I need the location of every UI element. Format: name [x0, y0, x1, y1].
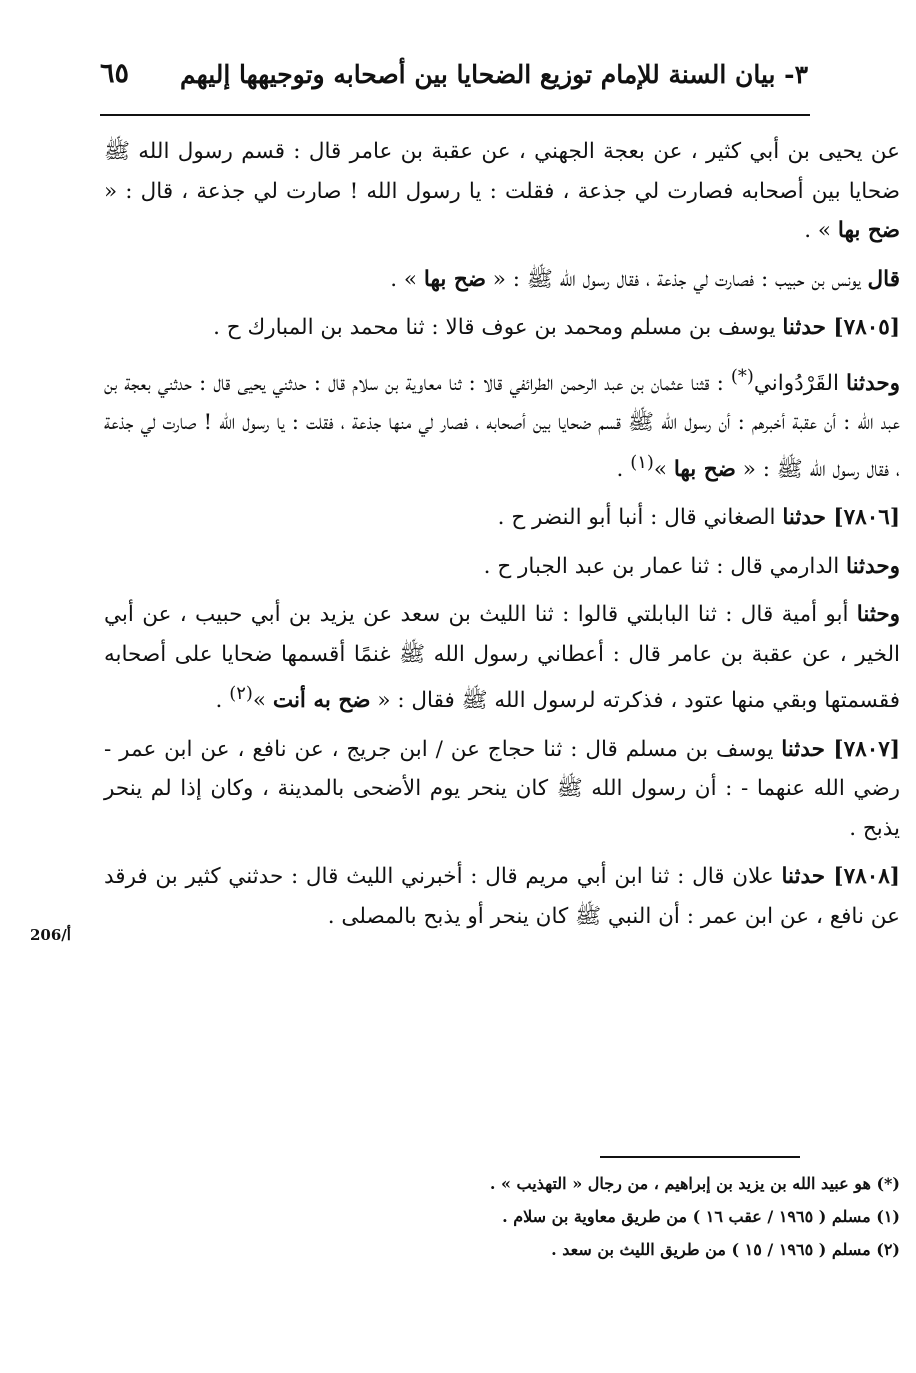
text-run: أبو أمية قال : ثنا البابلتي قالوا : ثنا الليث بن سعد عن يزيد بن أبي حبيب ، عن أبي الخير ، عن عقبة بن عامر قال : أعطاني رسول الله ﷺ غنمًا أقسمها ضحايا على أصحابه فقسمتها وبقي منها عتود ، فذكرته لرسول الله ﷺ فقال : « — [104, 602, 900, 714]
footnotes — [104, 1167, 900, 1266]
text-run: علان قال : ثنا ابن أبي مريم قال : أخبرني الليث قال : حدثني كثير بن فرقد عن نافع ، عن ابن عمر : أن النبي ﷺ كان ينحر أو يذبح بالمصلى . — [104, 864, 900, 929]
bold-text-run: حدثنا — [782, 505, 826, 531]
bold-text-run: ضح بها — [423, 266, 486, 292]
paragraph — [104, 357, 900, 490]
footnote-marker: (*) — [730, 365, 754, 387]
text-run: » — [252, 688, 273, 714]
paragraph — [104, 498, 900, 538]
bold-text-run: [٧٨٠٧] — [824, 736, 900, 762]
text-run: يوسف بن مسلم قال : ثنا حجاج عن / ابن جريج ، عن نافع ، عن ابن عمر - رضي الله عنهما - : أن رسول الله ﷺ كان ينحر يوم الأضحى بالمدينة ، وكان إذا لم ينحر يذبح . — [104, 736, 900, 841]
header-title: ٣- بيان السنة للإمام توزيع الضحايا بين أصحابه وتوجيهها إليهم — [180, 60, 808, 89]
text-run: الدارمي قال : ثنا عمار بن عبد الجبار ح . — [483, 553, 847, 579]
text-run: . — [616, 456, 631, 482]
bold-text-run: ضح به أنت — [272, 688, 371, 714]
text-run: الصغاني قال : أنبا أبو النضر ح . — [497, 505, 783, 531]
text-run: . — [215, 688, 230, 714]
footnote-marker: (٢) — [229, 683, 253, 705]
text-run: : قثنا عثمان بن عبد الرحمن الطرائفي قالا : ثنا معاوية بن سلام قال : حدثني يحيى قال : حدثني بعجة بن عبد الله : أن عقبة أخبرهم : أن رسول الله ﷺ قسم ضحايا بين أصحابه ، فصار لي منها جذعة ، فقلت : يا رسول الله ! صارت لي جذعة ، فقال رسول الله ﷺ : « — [104, 370, 900, 482]
text-run: يونس بن حبيب : فصارت لي جذعة ، فقال رسول الله ﷺ : « — [485, 266, 868, 292]
running-header — [100, 56, 808, 100]
text-run: » . — [804, 218, 838, 243]
bold-text-run: [٧٨٠٦] — [825, 505, 900, 531]
paragraph — [104, 547, 900, 587]
footnote-divider — [600, 1156, 800, 1158]
manuscript-folio-note: 206/أ — [30, 926, 71, 944]
bold-text-run: حدثنا — [781, 736, 825, 762]
bold-text-run: وحدثنا — [846, 370, 900, 396]
paragraph — [104, 308, 900, 348]
bold-text-run: قال — [867, 266, 900, 292]
text-run: القَرْدُواني — [753, 370, 847, 396]
paragraph — [104, 595, 900, 721]
bold-text-run: حدثنا — [781, 864, 826, 890]
paragraph — [104, 857, 900, 936]
main-text — [104, 132, 900, 945]
bold-text-run: [٧٨٠٨] — [825, 864, 900, 890]
paragraph — [104, 132, 900, 251]
footnote: (*) هو عبيد الله بن يزيد بن إبراهيم ، من رجال « التهذيب » . — [489, 1174, 900, 1193]
footnote: (٢) مسلم ( ١٩٦٥ / ١٥ ) من طريق الليث بن سعد . — [551, 1240, 900, 1259]
bold-text-run: حدثنا — [782, 315, 826, 340]
bold-text-run: وحثنا — [856, 602, 900, 628]
bold-text-run: ضح بها — [673, 456, 736, 482]
header-divider — [100, 114, 810, 116]
footnote-marker: (١) — [630, 451, 654, 473]
text-run: يوسف بن مسلم ومحمد بن عوف قالا : ثنا محمد بن المبارك ح . — [213, 315, 783, 340]
paragraph — [104, 730, 900, 849]
page-number: ٦٥ — [100, 58, 130, 89]
bold-text-run: [٧٨٠٥] — [825, 315, 900, 340]
bold-text-run: ضح بها — [837, 218, 900, 243]
text-run: » . — [390, 266, 424, 292]
paragraph — [104, 260, 900, 300]
text-run: » — [653, 456, 674, 482]
text-run: عن يحيى بن أبي كثير ، عن بعجة الجهني ، عن عقبة بن عامر قال : قسم رسول الله ﷺ ضحايا بين أصحابه فصارت لي جذعة ، فقلت : يا رسول الله ! صارت لي جذعة ، قال : « — [104, 139, 900, 204]
footnote: (١) مسلم ( ١٩٦٥ / عقب ١٦ ) من طريق معاوية بن سلام . — [502, 1207, 900, 1226]
bold-text-run: وحدثنا — [846, 553, 900, 579]
